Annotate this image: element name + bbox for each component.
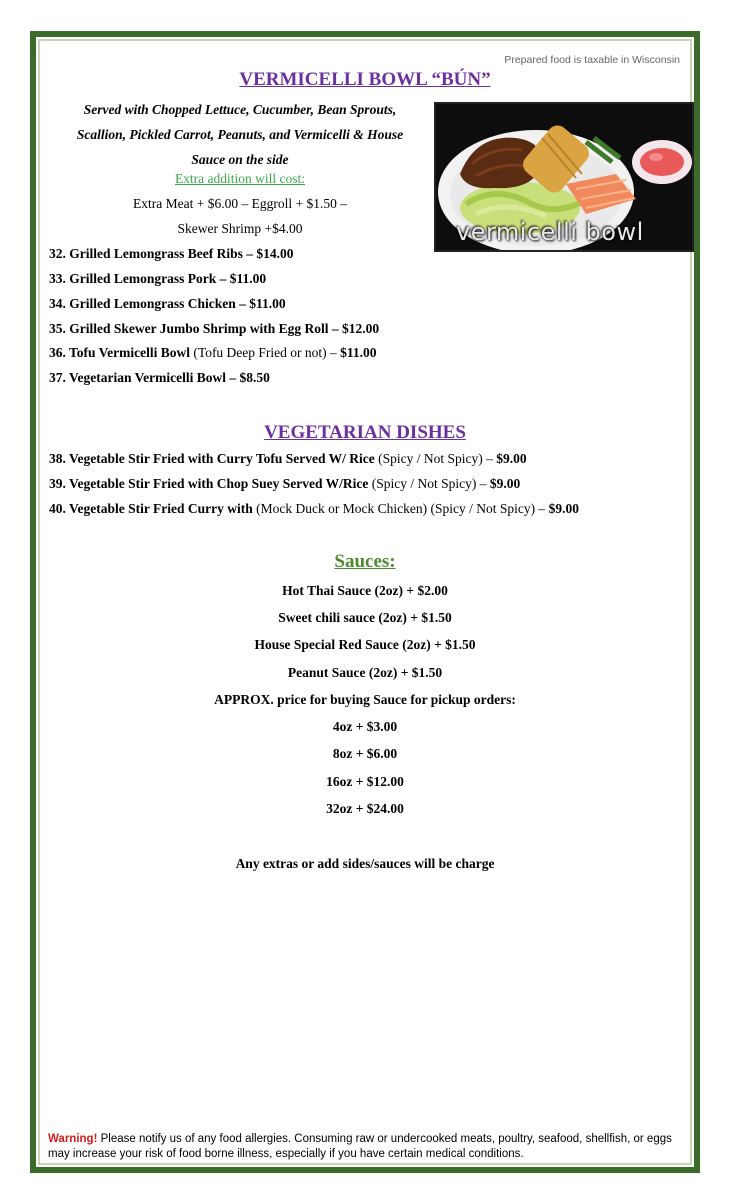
sauce-line: House Special Red Sauce (2oz) + $1.50 xyxy=(254,637,476,652)
item-name-price: 33. Grilled Lemongrass Pork – $11.00 xyxy=(49,271,267,286)
item-price: $9.00 xyxy=(489,476,521,491)
description-line: Served with Chopped Lettuce, Cucumber, Bean Sprouts, xyxy=(83,102,397,117)
photo-caption: vermicelli bowl xyxy=(456,218,644,246)
allergy-warning xyxy=(48,1132,688,1162)
warning-text: Please notify us of any food allergies. Consuming raw or undercooked meats, poultry, seafood, shellfish, or eggs may increase your risk of food borne illness, especially if you have certain medical conditions. xyxy=(48,1133,672,1160)
item-name: 38. Vegetable Stir Fried with Curry Tofu Served W/ Rice xyxy=(49,451,375,466)
menu-item-38 xyxy=(49,451,527,467)
menu-item-40 xyxy=(49,501,579,517)
vermicelli-bowl-photo xyxy=(434,102,694,252)
item-name-price: 35. Grilled Skewer Jumbo Shrimp with Egg Roll – $12.00 xyxy=(49,321,380,336)
menu-item-36 xyxy=(49,345,377,361)
item-name-price: 32. Grilled Lemongrass Beef Ribs – $14.00 xyxy=(49,246,294,261)
item-name: 39. Vegetable Stir Fried with Chop Suey Served W/Rice xyxy=(49,476,369,491)
sauces-section-title: Sauces: xyxy=(334,551,396,572)
item-name-price: 34. Grilled Lemongrass Chicken – $11.00 xyxy=(49,296,286,311)
item-price: $9.00 xyxy=(548,501,579,516)
description-line: Sauce on the side xyxy=(191,152,289,167)
sauce-line: Sweet chili sauce (2oz) + $1.50 xyxy=(278,610,452,625)
menu-item-37 xyxy=(49,370,270,386)
menu-item-33 xyxy=(49,271,266,287)
sauce-size-price: 4oz + $3.00 xyxy=(332,719,398,734)
menu-item-39 xyxy=(49,476,520,492)
item-price: $9.00 xyxy=(496,451,527,466)
sauce-size-price: 32oz + $24.00 xyxy=(326,801,404,816)
description-line: Scallion, Pickled Carrot, Peanuts, and Vermicelli & House xyxy=(76,127,404,142)
item-note: (Mock Duck or Mock Chicken) (Spicy / Not Spicy) – xyxy=(252,501,549,516)
sauce-line: Peanut Sauce (2oz) + $1.50 xyxy=(287,665,443,680)
menu-item-32 xyxy=(49,246,294,262)
sauce-pickup-heading: APPROX. price for buying Sauce for pickup orders: xyxy=(214,692,516,707)
menu-page-frame xyxy=(30,31,700,1173)
item-name-price: 37. Vegetarian Vermicelli Bowl – $8.50 xyxy=(49,370,270,385)
menu-page-inner-border xyxy=(38,39,692,1165)
vermicelli-description xyxy=(50,97,430,172)
extra-addition-line: Extra Meat + $6.00 – Eggroll + $1.50 – xyxy=(133,196,347,211)
item-note: (Spicy / Not Spicy) – xyxy=(368,476,490,491)
extra-addition-line: Skewer Shrimp +$4.00 xyxy=(177,221,303,236)
item-note: (Tofu Deep Fried or not) – xyxy=(190,345,341,360)
menu-item-34 xyxy=(49,296,286,312)
item-price: $11.00 xyxy=(340,345,377,360)
vegetarian-section-title: VEGETARIAN DISHES xyxy=(264,422,466,443)
sauce-size-price: 16oz + $12.00 xyxy=(326,774,404,789)
sauce-size-price: 8oz + $6.00 xyxy=(332,746,398,761)
sauce-line: Hot Thai Sauce (2oz) + $2.00 xyxy=(282,583,448,598)
warning-label: Warning! xyxy=(48,1133,98,1145)
item-name: 40. Vegetable Stir Fried Curry with xyxy=(49,501,253,516)
vermicelli-section-title: VERMICELLI BOWL “BÚN” xyxy=(239,69,491,90)
item-note: (Spicy / Not Spicy) – xyxy=(374,451,497,466)
item-name: 36. Tofu Vermicelli Bowl xyxy=(49,345,191,360)
extras-charge-note: Any extras or add sides/sauces will be charge xyxy=(235,856,495,871)
extra-addition-heading: Extra addition will cost: xyxy=(174,171,306,186)
menu-item-35 xyxy=(49,321,379,337)
tax-note: Prepared food is taxable in Wisconsin xyxy=(504,54,680,66)
